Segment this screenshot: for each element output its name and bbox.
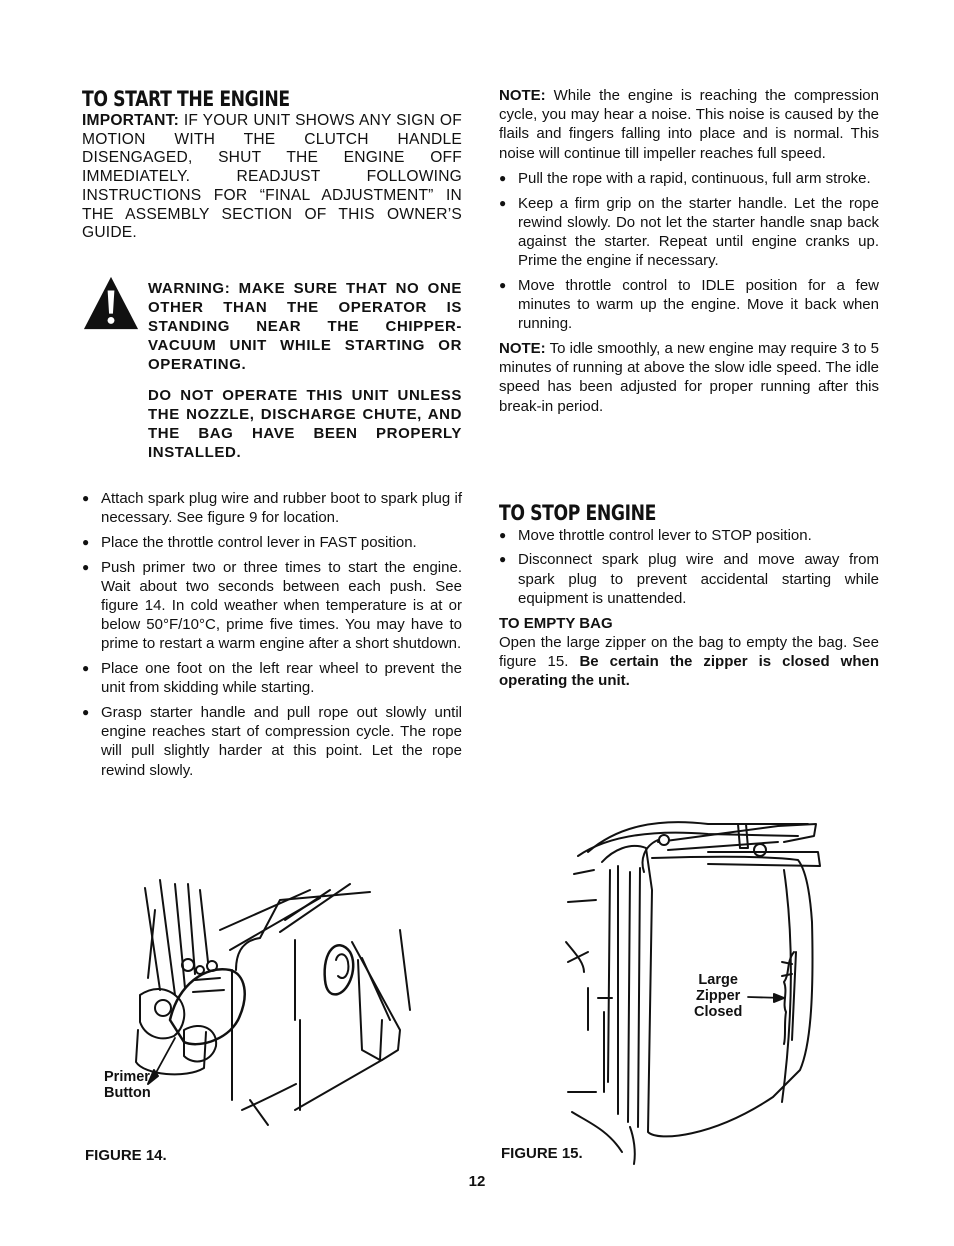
list-item: ● Pull the rope with a rapid, continuous, full arm stroke. xyxy=(499,169,879,188)
pull-steps-list xyxy=(499,169,879,334)
list-item: ● Grasp starter handle and pull rope out slowly until engine reaches start of compression cycle. The rope will pull slightly harder at this point. Let the rope rewind slowly. xyxy=(82,703,462,780)
figure-15-caption: FIGURE 15. xyxy=(501,1145,583,1162)
important-label: IMPORTANT: xyxy=(82,112,179,129)
important-paragraph xyxy=(82,112,462,243)
note-label: NOTE: xyxy=(499,87,546,104)
right-column xyxy=(499,86,879,690)
figure-15-bag-illustration xyxy=(548,812,838,1167)
start-steps-list xyxy=(82,489,462,780)
list-item: ● Move throttle control to IDLE position for a few minutes to warm up the engine. Move it back when running. xyxy=(499,276,879,334)
page-number: 12 xyxy=(468,1173,486,1190)
label-line: Button xyxy=(104,1085,151,1101)
compression-note xyxy=(499,86,879,163)
figure-14-engine-illustration xyxy=(100,870,440,1130)
warning-text-2: DO NOT OPERATE THIS UNIT UNLESS THE NOZZLE, DISCHARGE CHUTE, AND THE BAG HAVE BEEN PROPERLY INSTALLED. xyxy=(148,386,462,461)
left-column xyxy=(82,86,462,785)
primer-button-label xyxy=(104,1069,151,1101)
empty-bag-heading: TO EMPTY BAG xyxy=(499,614,613,632)
label-line: Large xyxy=(698,972,738,988)
warning-text-1: WARNING: MAKE SURE THAT NO ONE OTHER THAN THE OPERATOR IS STANDING NEAR THE CHIPPER-VACUUM UNIT WHILE STARTING OR OPERATING. xyxy=(148,279,462,373)
note-text: To idle smoothly, a new engine may require 3 to 5 minutes of running at above the slow idle speed. The idle speed has been adjusted for proper running after this break-in period. xyxy=(499,339,879,415)
empty-bag-warning: Be certain the zipper is closed when operating the unit. xyxy=(499,652,879,689)
start-engine-heading: TO START THE ENGINE xyxy=(82,87,290,111)
list-item: ● Place one foot on the left rear wheel to prevent the unit from skidding while starting. xyxy=(82,659,462,697)
idle-note xyxy=(499,339,879,416)
figure-14-caption: FIGURE 14. xyxy=(85,1147,167,1164)
list-item: ● Move throttle control lever to STOP position. xyxy=(499,526,879,545)
list-item: ● Push primer two or three times to start the engine. Wait about two seconds between each push. See figure 14. In cold weather when temperature is at or below 50°F/10°C, prime five times. You may have to prime to restart a warm engine after a short shutdown. xyxy=(82,558,462,654)
note-text: While the engine is reaching the compression cycle, you may hear a noise. This noise is caused by the flails and fingers falling into place and is normal. This noise will continue till impeller reaches full speed. xyxy=(499,87,879,162)
label-line: Closed xyxy=(694,1004,743,1020)
list-item: ● Attach spark plug wire and rubber boot to spark plug if necessary. See figure 9 for location. xyxy=(82,489,462,527)
warning-block xyxy=(82,279,462,462)
stop-engine-heading: TO STOP ENGINE xyxy=(499,500,656,525)
warning-triangle-icon xyxy=(82,275,140,333)
label-line: Zipper xyxy=(696,988,741,1004)
empty-bag-instructions: Open the large zipper on the bag to empty the bag. See figure 15. xyxy=(499,633,879,670)
list-item: ● Place the throttle control lever in FAST position. xyxy=(82,533,462,552)
stop-steps-list xyxy=(499,526,879,608)
list-item: ● Keep a firm grip on the starter handle. Let the rope rewind slowly. Do not let the starter handle snap back against the starter. Repeat until engine cranks up. Prime the engine if necessary. xyxy=(499,194,879,271)
label-line: Primer xyxy=(104,1069,150,1085)
empty-bag-text xyxy=(499,633,879,691)
list-item: ● Disconnect spark plug wire and move away from spark plug to prevent accidental starting while equipment is unattended. xyxy=(499,550,879,608)
note-label: NOTE: xyxy=(499,339,546,357)
zipper-label xyxy=(694,972,742,1020)
important-text: IF YOUR UNIT SHOWS ANY SIGN OF MOTION WITH THE CLUTCH HANDLE DISENGAGED, SHUT THE ENGINE OFF IMMEDIATELY. READJUST FOLLOWING INSTRUCTIONS FOR “FINAL ADJUSTMENT” IN THE ASSEMBLY SECTION OF THIS OWNER’S GUIDE. xyxy=(82,112,462,242)
